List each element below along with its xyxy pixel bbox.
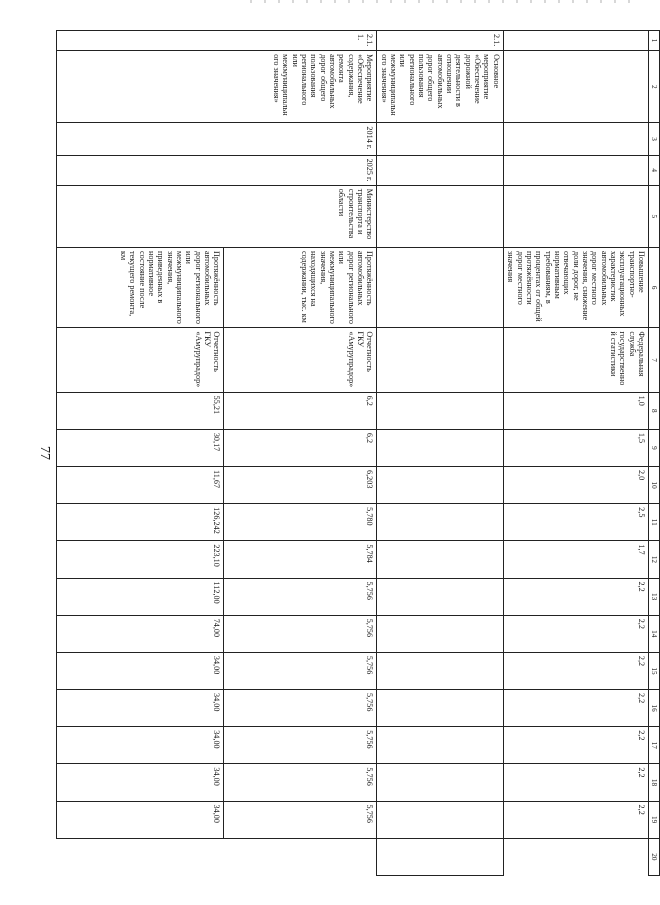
value-cell: 5,780	[224, 504, 377, 541]
column-header: 8	[649, 392, 660, 429]
cell-empty	[377, 155, 503, 185]
cell-empty	[377, 801, 503, 838]
value-cell: 2,0	[503, 467, 648, 504]
cell-empty	[377, 578, 503, 615]
column-header: 5	[649, 185, 660, 247]
value-cell: 2,2	[503, 690, 648, 727]
value-cell: 1,0	[503, 392, 648, 429]
value-cell: 2,2	[503, 578, 648, 615]
column-header: 13	[649, 578, 660, 615]
value-cell: 1,5	[503, 429, 648, 466]
page-number: 77	[37, 446, 52, 460]
program-table	[56, 30, 660, 876]
value-cell: 5,756	[224, 578, 377, 615]
column-number-row	[649, 31, 660, 876]
value-cell: 74,00	[57, 615, 224, 652]
cell-empty	[377, 838, 503, 875]
value-cell: 34,00	[57, 727, 224, 764]
value-cell: 112,00	[57, 578, 224, 615]
cell-empty	[377, 764, 503, 801]
cell-empty	[503, 185, 648, 247]
value-cell: 5,756	[224, 615, 377, 652]
value-cell: 5,756	[224, 690, 377, 727]
value-cell: 126,242	[57, 504, 224, 541]
value-cell: 34,00	[57, 690, 224, 727]
cell-empty	[377, 690, 503, 727]
column-header: 18	[649, 764, 660, 801]
source-cell: Федеральная служба государственной статистики	[503, 328, 648, 392]
value-cell: 2,5	[503, 504, 648, 541]
value-cell: 6,2	[224, 392, 377, 429]
value-cell: 2,2	[503, 727, 648, 764]
value-cell: 5,784	[224, 541, 377, 578]
indicator-cell: Повышение транспортно-эксплуатационных характеристик автомобильных дорог местного значения, снижение доли дорог, не отвечающих нормативным требованиям, в процентах от общей протяжённости дорог местного значения	[503, 247, 648, 327]
cell-empty	[503, 123, 648, 155]
cell-empty	[377, 392, 503, 429]
value-cell: 2,2	[503, 652, 648, 689]
cell-empty	[503, 155, 648, 185]
value-cell: 5,756	[224, 764, 377, 801]
value-cell: 30,17	[57, 429, 224, 466]
document-table-rotated	[88, 30, 660, 876]
column-header: 7	[649, 328, 660, 392]
executor-cell: Министерство транспорта и строительства области	[57, 185, 377, 247]
column-header: 11	[649, 504, 660, 541]
table-row	[224, 31, 377, 876]
row-number: 2.1.1.	[57, 31, 377, 51]
cell-empty	[377, 123, 503, 155]
value-cell: 2,2	[503, 764, 648, 801]
cell-empty	[377, 247, 503, 327]
value-cell: 6,2	[224, 429, 377, 466]
cell-empty	[377, 727, 503, 764]
table-row	[377, 31, 503, 876]
cell-empty	[377, 541, 503, 578]
value-cell: 1,7	[503, 541, 648, 578]
cell-empty	[377, 504, 503, 541]
column-header: 16	[649, 690, 660, 727]
value-cell: 2,2	[503, 615, 648, 652]
value-cell: 6,203	[224, 467, 377, 504]
column-header: 10	[649, 467, 660, 504]
cell-empty	[377, 429, 503, 466]
end-year-cell: 2025 г.	[57, 155, 377, 185]
column-header: 1	[649, 31, 660, 51]
activity-title-cell: Основное мероприятие «Обеспечение дорожной деятельности в отношении автомобильных дорог общего пользования регионального или межмуниципального значения»	[377, 51, 503, 123]
cell-empty	[377, 328, 503, 392]
value-cell: 55,21	[57, 392, 224, 429]
column-header: 17	[649, 727, 660, 764]
row-number: 2.1.	[377, 31, 503, 51]
value-cell: 11,67	[57, 467, 224, 504]
cell-empty	[377, 615, 503, 652]
value-cell: 34,00	[57, 764, 224, 801]
table-row	[503, 31, 648, 876]
value-cell: 2,2	[503, 801, 648, 838]
column-header: 12	[649, 541, 660, 578]
value-cell: 5,756	[224, 652, 377, 689]
cell-empty	[377, 652, 503, 689]
column-header: 20	[649, 838, 660, 875]
column-header: 2	[649, 51, 660, 123]
cell-empty	[377, 467, 503, 504]
cell-empty	[503, 31, 648, 51]
column-header: 4	[649, 155, 660, 185]
value-cell: 5,756	[224, 727, 377, 764]
scan-artifact	[250, 0, 640, 3]
cell-empty	[377, 185, 503, 247]
value-cell: 5,756	[224, 801, 377, 838]
indicator-cell: Протяжённость автомобильных дорог регионального или межмуниципального значения, приведенных в нормативное состояние после текущего ремонта, км	[57, 247, 224, 327]
indicator-cell: Протяжённость автомобильных дорог регионального или межмуниципального значения, находящихся на содержании, тыс. км	[224, 247, 377, 327]
column-header: 19	[649, 801, 660, 838]
start-year-cell: 2014 г.	[57, 123, 377, 155]
column-header: 15	[649, 652, 660, 689]
column-header: 9	[649, 429, 660, 466]
value-cell: 34,00	[57, 652, 224, 689]
value-cell: 223,10	[57, 541, 224, 578]
source-cell: Отчетность ГКУ «Амурупрадор»	[57, 328, 224, 392]
value-cell: 34,00	[57, 801, 224, 838]
cell-empty	[503, 51, 648, 123]
column-header: 6	[649, 247, 660, 327]
activity-title-cell: Мероприятие «Обеспечение содержания, ремонта автомобильных дорог общего пользования регионального или межмуниципального значения»	[57, 51, 377, 123]
column-header: 3	[649, 123, 660, 155]
column-header: 14	[649, 615, 660, 652]
source-cell: Отчетность ГКУ «Амурупрадор»	[224, 328, 377, 392]
